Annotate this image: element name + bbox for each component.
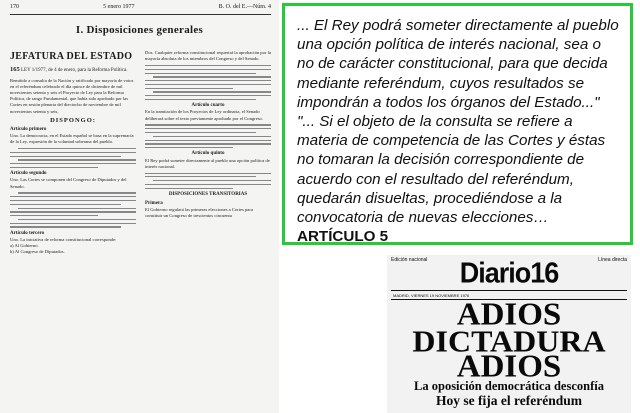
newspaper-edition: Edición nacional bbox=[391, 257, 428, 263]
boe-page-number: 170 bbox=[10, 4, 19, 10]
boe-article-2-text: Uno. Las Cortes se componen del Congreso de Diputados y del Senado. bbox=[10, 177, 127, 189]
text-line bbox=[145, 132, 256, 133]
boe-page bbox=[0, 0, 279, 413]
boe-right-intro: Dos. Cualquier reforma constitucional requerirá la aprobación por la mayoría absoluta de los miembros del Congreso y del Senado. bbox=[145, 50, 271, 62]
boe-article-1-text: Uno. La democracia, en el Estado español se basa en la supremacía de la Ley, expresión de la voluntad soberana del pueblo. bbox=[10, 133, 134, 145]
newspaper-masthead: Diario16 bbox=[459, 257, 559, 289]
boe-article-3-b: b) Al Congreso de Diputados. bbox=[10, 249, 65, 255]
quote-article-label: ARTÍCULO 5 bbox=[297, 228, 389, 246]
boe-law-title bbox=[10, 67, 136, 75]
headline-line-2: DICTADURA bbox=[412, 323, 606, 359]
text-line bbox=[145, 140, 271, 141]
subheadline-1: La oposición democrática desconfía bbox=[414, 379, 604, 393]
boe-preamble: Remitido a consulta de la Nación y ratificado por mayoría de votos en el referéndum celebrado el día quince de diciembre de mil novecientos setenta y seis el Proyecto de Ley para la Reforma Política, de rango Fundamental, que había sido aprobado por las Cortes en sesión plenaria del dieciocho de noviembre de mil novecientos setenta y seis, bbox=[10, 77, 134, 114]
boe-dispongo: DISPONGO: bbox=[50, 116, 96, 124]
text-line bbox=[10, 200, 136, 201]
boe-primera-title: Primera bbox=[145, 201, 163, 207]
newspaper-line: Línea directa bbox=[598, 257, 627, 263]
text-line bbox=[153, 180, 271, 181]
subheadline-2: Hoy se fija el referéndum bbox=[436, 393, 582, 408]
text-line bbox=[153, 76, 271, 77]
boe-date: 5 enero 1977 bbox=[103, 4, 135, 10]
boe-section-title: I. Disposiciones generales bbox=[75, 24, 204, 36]
boe-article-5-title: Artículo quinto bbox=[191, 151, 225, 157]
boe-transitorias-title: DISPOSICIONES TRANSITORIAS bbox=[168, 191, 248, 197]
boe-article-1-title: Artículo primero bbox=[10, 126, 47, 132]
headline-line-3: ADIOS bbox=[456, 349, 562, 385]
boe-jefatura-heading: JEFATURA DEL ESTADO bbox=[10, 51, 133, 62]
text-line bbox=[145, 73, 256, 74]
text-line bbox=[145, 184, 271, 185]
text-line bbox=[10, 223, 136, 224]
diario16-front-page bbox=[387, 255, 631, 413]
newspaper-dateline: MADRID, VIERNES 19 NOVIEMBRE 1976 bbox=[393, 292, 470, 298]
text-line bbox=[145, 88, 233, 89]
text-line bbox=[10, 156, 121, 157]
text-line bbox=[153, 91, 271, 92]
text-line bbox=[145, 188, 233, 189]
boe-law-number: 165 bbox=[10, 66, 20, 73]
boe-left-column bbox=[10, 50, 136, 255]
text-line bbox=[153, 136, 271, 137]
text-line bbox=[145, 143, 271, 144]
text-line bbox=[18, 159, 136, 160]
text-line bbox=[145, 173, 271, 174]
text-line bbox=[10, 215, 98, 216]
text-line bbox=[10, 167, 98, 168]
text-line bbox=[145, 69, 271, 70]
text-line bbox=[145, 65, 271, 66]
text-line bbox=[18, 208, 136, 209]
text-line bbox=[10, 196, 136, 197]
article-5-quote-box bbox=[282, 3, 633, 245]
text-line bbox=[18, 192, 136, 193]
boe-header-rule bbox=[10, 14, 271, 15]
text-line bbox=[145, 176, 256, 177]
text-line bbox=[18, 148, 136, 149]
text-line bbox=[145, 95, 271, 96]
text-line bbox=[145, 99, 256, 100]
boe-article-3-title: Artículo tercero bbox=[10, 230, 45, 236]
boe-law-name: LEY 1/1977, de 4 de enero, para la Reforma Política. bbox=[21, 68, 128, 73]
text-line bbox=[10, 211, 136, 212]
boe-right-column bbox=[145, 50, 271, 220]
quote-text-block bbox=[297, 16, 620, 246]
boe-article-4-text: En la tramitación de los Proyectos de Ley ordinaria, el Senado deliberará sobre el texto previamente aprobado por el Congreso. bbox=[145, 109, 263, 121]
text-line bbox=[145, 84, 271, 85]
text-line bbox=[145, 128, 271, 129]
text-line bbox=[10, 226, 121, 227]
boe-article-3-text: Uno. La iniciativa de reforma constitucional corresponde: bbox=[10, 236, 117, 242]
quote-text: ... El Rey podrá someter directamente al pueblo una opción política de interés nacional, sea o no de carácter constitucional, para que decida mediante referéndum, cuyos resultados se impondrán a todos los órganos del Estado..." "... Si el objeto de la consulta se refiere a materia de competencia de las Cortes y éstas no tomaran la decisión correspondiente de acuerdo con el resultado del referéndum, quedarán disueltas, procediéndose a la convocatoria de nuevas elecciones… bbox=[297, 17, 619, 227]
boe-article-3-a: a) Al Gobierno. bbox=[10, 243, 39, 249]
boe-header bbox=[10, 4, 271, 14]
headline-line-1: ADIOS bbox=[456, 297, 562, 333]
boe-primera-text: El Gobierno regulará las primeras elecciones a Cortes para constituir un Congreso de trescientos cincuenta bbox=[145, 207, 253, 219]
text-line bbox=[145, 80, 271, 81]
text-line bbox=[10, 163, 136, 164]
text-line bbox=[18, 219, 136, 220]
boe-article-5-text: El Rey podrá someter directamente al pueblo una opción política de interés nacional. bbox=[145, 157, 270, 169]
text-line bbox=[10, 152, 136, 153]
boe-issue: B. O. del E.—Núm. 4 bbox=[218, 4, 271, 10]
text-line bbox=[10, 204, 121, 205]
boe-article-2-title: Artículo segundo bbox=[10, 171, 47, 177]
boe-article-4-title: Artículo cuarto bbox=[191, 103, 225, 109]
text-line bbox=[145, 147, 233, 148]
text-line bbox=[145, 124, 271, 125]
